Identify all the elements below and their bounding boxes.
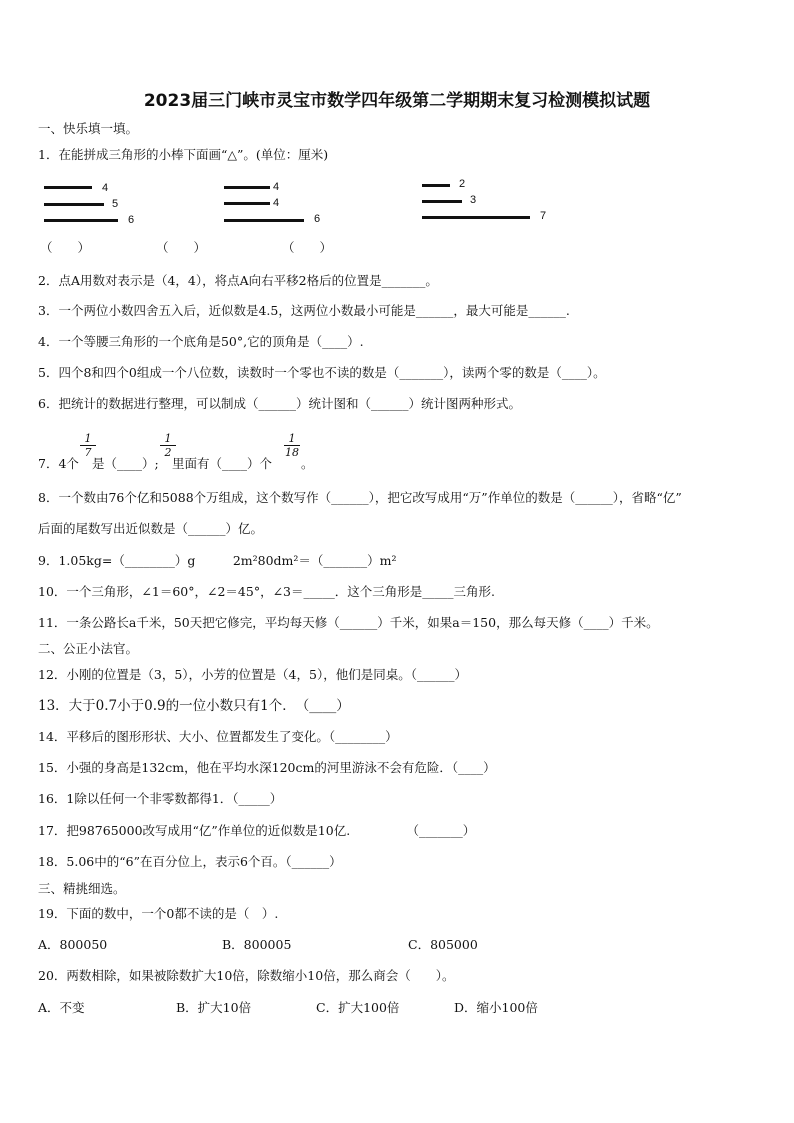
- question-10: 10．一个三角形，∠1＝60°，∠2＝45°，∠3＝_____．这个三角形是_____三角形.: [38, 584, 495, 599]
- q20-option-c[interactable]: C．扩大100倍: [316, 1000, 400, 1015]
- q7-part-b: 是（____）;: [92, 456, 159, 471]
- stick: [422, 184, 450, 187]
- question-1: 1．在能拼成三角形的小棒下面画“△”。(单位：厘米): [38, 147, 329, 162]
- question-5: 5．四个8和四个0组成一个八位数，读数时一个零也不读的数是（_______），读两个零的数是（____）。: [38, 365, 606, 380]
- stick: [422, 216, 530, 219]
- q20-option-b[interactable]: B．扩大10倍: [176, 1000, 252, 1015]
- stick: [44, 203, 104, 206]
- stick-length: 3: [470, 194, 477, 206]
- stick-length: 7: [540, 210, 547, 222]
- question-4: 4．一个等腰三角形的一个底角是50°,它的顶角是（____）.: [38, 334, 364, 349]
- stick-length: 4: [273, 181, 280, 193]
- q20-option-d[interactable]: D．缩小100倍: [454, 1000, 538, 1015]
- fraction-1-18: [284, 432, 300, 459]
- question-12: 12．小刚的位置是（3，5），小芳的位置是（4，5），他们是同桌。（______）: [38, 667, 467, 682]
- question-15: 15．小强的身高是132cm，他在平均水深120cm的河里游泳不会有危险．（____）: [38, 760, 496, 775]
- question-18: 18．5.06中的“6”在百分位上，表示6个百。（______）: [38, 854, 342, 869]
- question-17: 17．把98765000改写成用“亿”作单位的近似数是10亿. （_______）: [38, 823, 476, 838]
- question-9: 9．1.05kg=（________）g 2m²80dm²＝（_______）m²: [38, 553, 397, 568]
- q7-part-a: 7．4个: [38, 456, 79, 471]
- q7-part-c: 里面有（____）个: [172, 456, 273, 471]
- stick: [224, 219, 304, 222]
- question-14: 14．平移后的图形形状、大小、位置都发生了变化。（________）: [38, 729, 398, 744]
- denominator: 18: [285, 446, 299, 459]
- question-6: 6．把统计的数据进行整理，可以制成（______）统计图和（______）统计图两种形式。: [38, 396, 521, 411]
- section-heading-1: 一、快乐填一填。: [38, 121, 139, 136]
- stick: [224, 202, 270, 205]
- numerator: 1: [80, 432, 96, 446]
- page-title: 2023届三门峡市灵宝市数学四年级第二学期期末复习检测模拟试题: [143, 91, 651, 111]
- q19-option-a[interactable]: A．800050: [38, 937, 108, 952]
- question-16: 16．1除以任何一个非零数都得1．（_____）: [38, 791, 283, 806]
- stick-length: 4: [273, 197, 280, 209]
- stick-length: 4: [102, 182, 109, 194]
- question-2: 2．点A用数对表示是（4，4），将点A向右平移2格后的位置是_______。: [38, 273, 438, 288]
- section-heading-2: 二、公正小法官。: [38, 641, 139, 656]
- stick-length: 2: [459, 178, 466, 190]
- question-11: 11．一条公路长a千米，50天把它修完，平均每天修（______）千米，如果a＝150，那么每天修（____）千米。: [38, 615, 659, 630]
- stick-length: 5: [112, 198, 119, 210]
- question-8-line-1: 8．一个数由76个亿和5088个万组成，这个数写作（______），把它改写成用“万”作单位的数是（______），省略“亿”: [38, 490, 682, 505]
- question-20: 20．两数相除，如果被除数扩大10倍，除数缩小10倍，那么商会（ ）。: [38, 968, 455, 983]
- denominator: 7: [84, 446, 92, 459]
- question-8-line-2: 后面的尾数写出近似数是（______）亿。: [38, 521, 264, 536]
- question-3: 3．一个两位小数四舍五入后，近似数是4.5，这两位小数最小可能是______，最大可能是______.: [38, 303, 570, 318]
- denominator: 2: [164, 446, 172, 459]
- q20-option-a[interactable]: A．不变: [38, 1000, 85, 1015]
- answer-blank[interactable]: （ ）: [40, 240, 91, 255]
- q19-option-b[interactable]: B．800005: [222, 937, 292, 952]
- q19-option-c[interactable]: C．805000: [408, 937, 478, 952]
- stick: [44, 186, 92, 189]
- section-heading-3: 三、精挑细选。: [38, 881, 126, 896]
- answer-blank[interactable]: （ ）: [156, 240, 207, 255]
- stick-length: 6: [128, 214, 135, 226]
- question-19: 19．下面的数中，一个0都不读的是（ ）.: [38, 906, 279, 921]
- question-13: 13．大于0.7小于0.9的一位小数只有1个． （____）: [38, 698, 350, 714]
- q7-part-d: 。: [301, 456, 314, 471]
- stick-length: 6: [314, 213, 321, 225]
- stick: [224, 186, 270, 189]
- numerator: 1: [284, 432, 300, 446]
- stick: [44, 219, 118, 222]
- stick: [422, 200, 462, 203]
- answer-blank[interactable]: （ ）: [282, 240, 333, 255]
- numerator: 1: [160, 432, 176, 446]
